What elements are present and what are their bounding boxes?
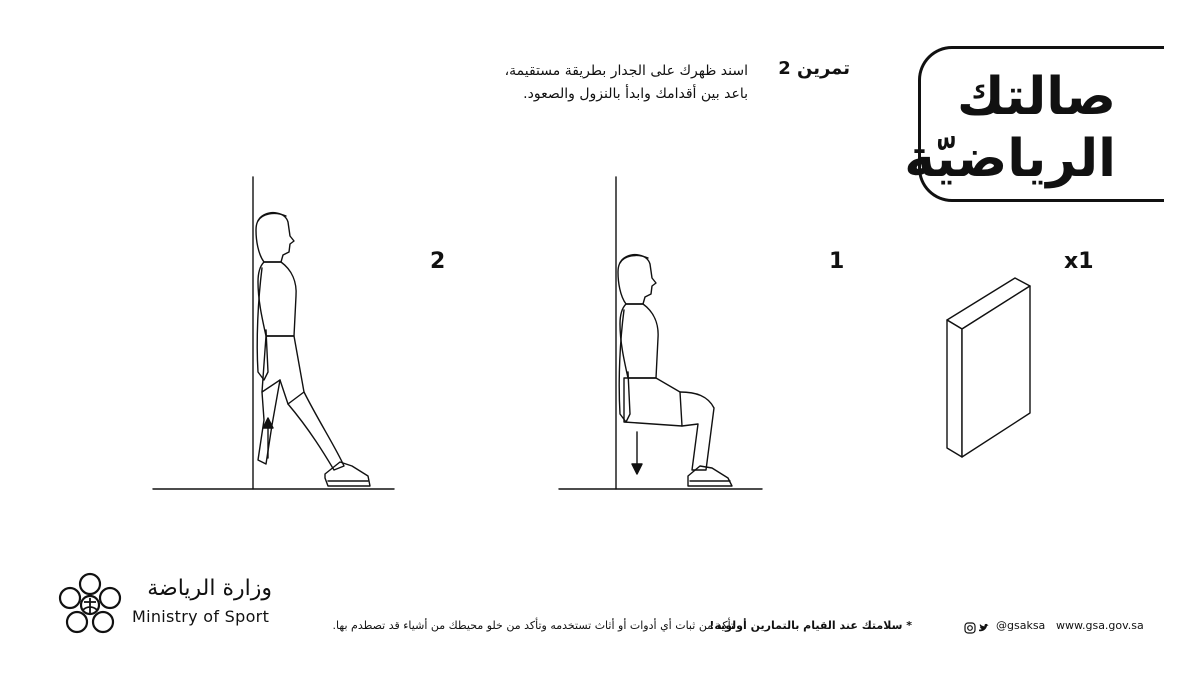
step-number-2: 2 <box>430 249 446 274</box>
website-link[interactable]: www.gsa.gov.sa <box>1056 619 1144 632</box>
exercise-title: تمرين 2 <box>778 58 850 79</box>
twitter-icon <box>979 624 989 631</box>
ministry-emblem-icon <box>55 570 125 640</box>
safety-notice-bold: * سلامتك عند القيام بالتمارين أولوية! <box>709 619 912 632</box>
exercise-description-line2: باعد بين أقدامك وابدأ بالنزول والصعود. <box>523 86 748 102</box>
exercise-description-line1: اسند ظهرك على الجدار بطريقة مستقيمة، <box>504 63 748 79</box>
ministry-name-english: Ministry of Sport <box>132 607 270 626</box>
ministry-name-arabic: وزارة الرياضة <box>147 576 272 601</box>
badge-title-line1: صالتك <box>957 67 1116 127</box>
safety-notice-text: تأكد من ثبات أي أدوات أو أثاث تستخدمه وتأكد من خلو محيطك من أشياء قد تصطدم بها. <box>332 619 734 632</box>
step2-figure <box>153 177 394 489</box>
wall-block-icon <box>947 278 1030 457</box>
social-handle[interactable]: @gsaksa <box>996 619 1046 632</box>
social-icons <box>964 619 992 631</box>
step1-figure <box>559 177 762 489</box>
instagram-icon <box>965 623 975 633</box>
arrow-up-icon <box>263 418 273 458</box>
badge-title-line2: الرياضيّة <box>904 129 1116 189</box>
step-number-1: 1 <box>829 249 845 274</box>
equipment-count: x1 <box>1064 249 1094 274</box>
arrow-down-icon <box>632 432 642 474</box>
